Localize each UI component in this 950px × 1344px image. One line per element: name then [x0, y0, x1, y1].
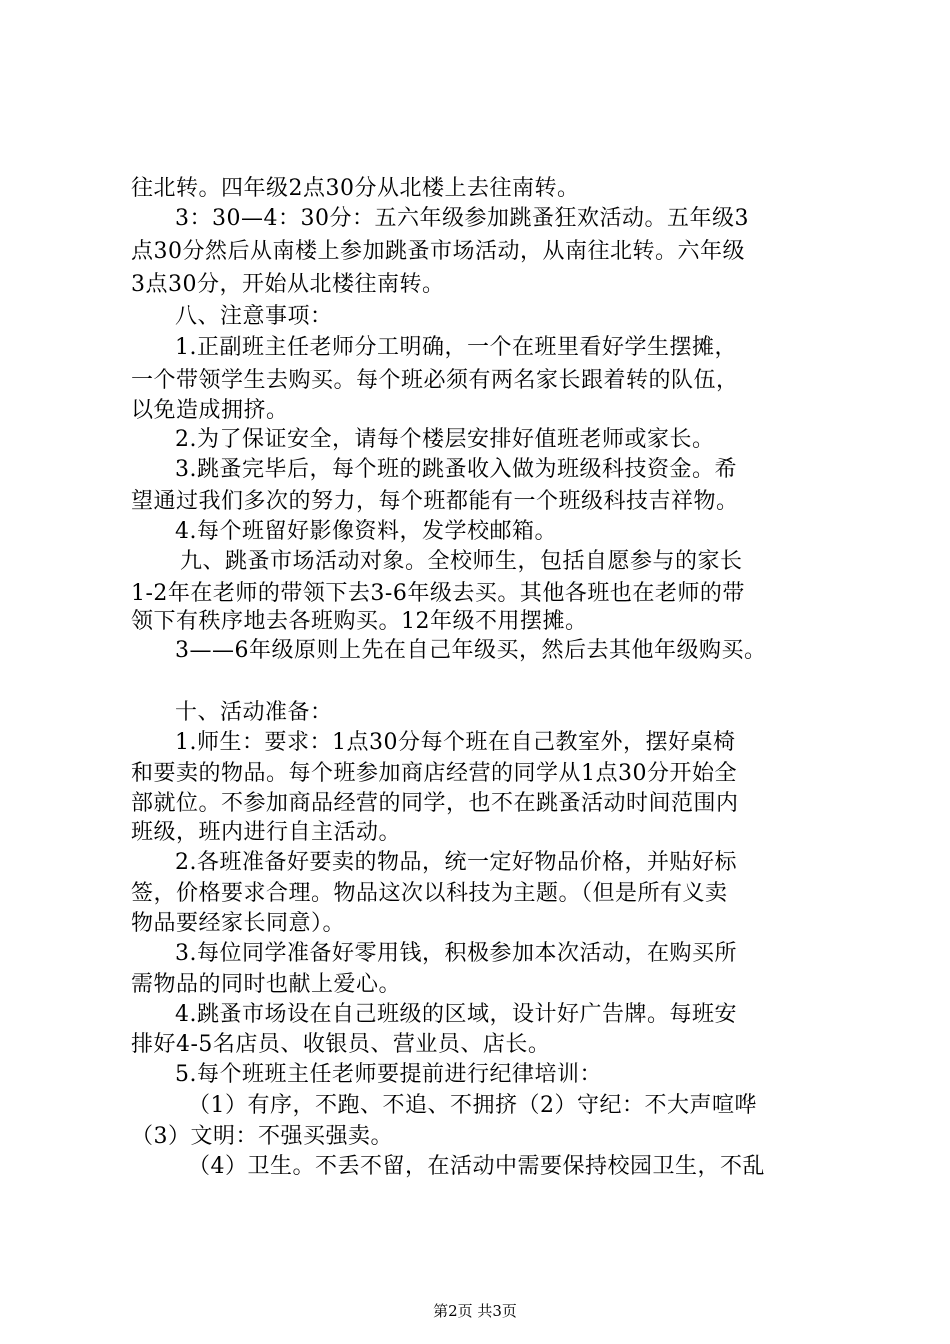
text-line: 5.每个班班主任老师要提前进行纪律培训： — [175, 1062, 602, 1087]
text-line: 3.每位同学准备好零用钱，积极参加本次活动，在购买所 — [175, 941, 737, 966]
text-line: 1.师生：要求：1点30分每个班在自己教室外，摆好桌椅 — [175, 730, 736, 755]
text-line: （4）卫生。不丢不留，在活动中需要保持校园卫生，不乱 — [188, 1154, 765, 1179]
text-line: 3——6年级原则上先在自己年级买，然后去其他年级购买。 — [175, 638, 767, 663]
text-line: 2.各班准备好要卖的物品，统一定好物品价格，并贴好标 — [175, 850, 737, 875]
text-line: 2.为了保证安全，请每个楼层安排好值班老师或家长。 — [175, 427, 715, 452]
page-number-footer: 第2页 共3页 — [433, 1302, 517, 1320]
text-line: 3.跳蚤完毕后，每个班的跳蚤收入做为班级科技资金。希 — [175, 457, 737, 482]
text-line: 需物品的同时也献上爱心。 — [131, 972, 402, 997]
text-line: （1）有序，不跑、不追、不拥挤（2）守纪：不大声喧哗 — [188, 1093, 757, 1118]
text-line: 3：30—4：30分：五六年级参加跳蚤狂欢活动。五年级3 — [175, 206, 749, 231]
text-line: 1-2年在老师的带领下去3-6年级去买。其他各班也在老师的带 — [131, 581, 745, 606]
section-heading: 九、跳蚤市场活动对象。全校师生，包括自愿参与的家长 — [180, 549, 743, 574]
text-line: 望通过我们多次的努力，每个班都能有一个班级科技吉祥物。 — [131, 489, 739, 514]
text-line: 以免造成拥挤。 — [131, 398, 289, 423]
section-heading: 八、注意事项： — [175, 304, 333, 329]
text-line: 4.每个班留好影像资料，发学校邮箱。 — [175, 519, 557, 544]
text-line: 班级，班内进行自主活动。 — [131, 820, 402, 845]
text-line: 领下有秩序地去各班购买。12年级不用摆摊。 — [131, 609, 588, 634]
text-line: 排好4-5名店员、收银员、营业员、店长。 — [131, 1032, 551, 1057]
section-heading: 十、活动准备： — [175, 700, 333, 725]
text-line: 点30分然后从南楼上参加跳蚤市场活动，从南往北转。六年级 — [131, 239, 745, 264]
text-line: 往北转。四年级2点30分从北楼上去往南转。 — [131, 176, 580, 201]
text-line: 物品要经家长同意）。 — [131, 911, 346, 936]
text-line: （3）文明：不强买强卖。 — [131, 1124, 393, 1149]
text-line: 4.跳蚤市场设在自己班级的区域，设计好广告牌。每班安 — [175, 1002, 737, 1027]
text-line: 1.正副班主任老师分工明确，一个在班里看好学生摆摊， — [175, 335, 737, 360]
text-line: 和要卖的物品。每个班参加商店经营的同学从1点30分开始全 — [131, 761, 737, 786]
text-line: 签，价格要求合理。物品这次以科技为主题。（但是所有义卖 — [131, 881, 728, 906]
text-line: 一个带领学生去购买。每个班必须有两名家长跟着转的队伍， — [131, 368, 739, 393]
text-line: 部就位。不参加商品经营的同学，也不在跳蚤活动时间范围内 — [131, 791, 739, 816]
text-line: 3点30分，开始从北楼往南转。 — [131, 272, 445, 297]
